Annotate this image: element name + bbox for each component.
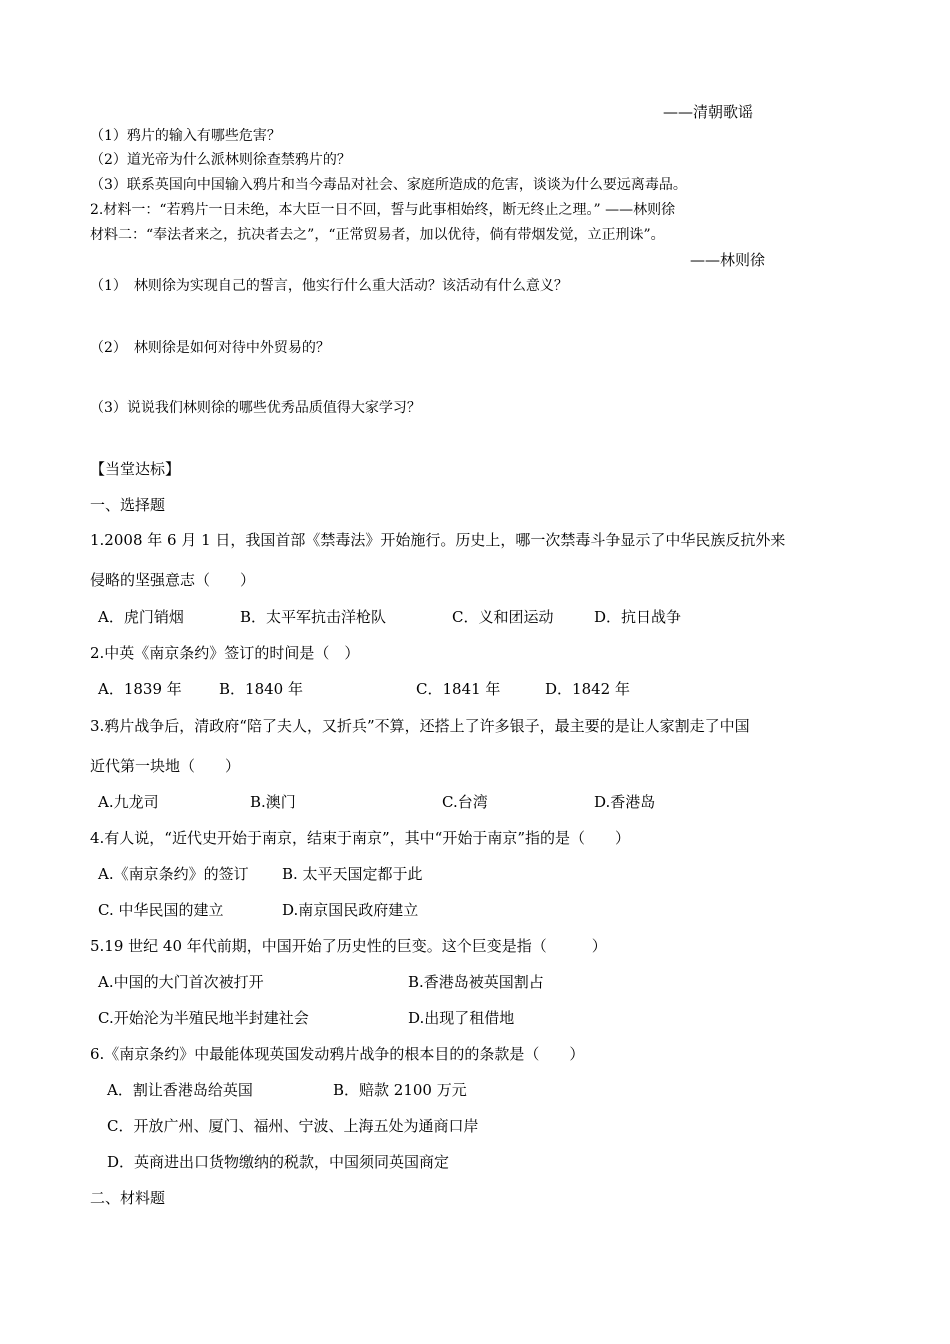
- material1-question-1: （1）鸦片的输入有哪些危害？: [90, 128, 281, 144]
- q6-option-d: D．英商进出口货物缴纳的税款，中国须同英国商定: [107, 1153, 450, 1171]
- q5-option-c: C.开始沦为半殖民地半封建社会: [98, 1009, 309, 1027]
- part2-title: 二、材料题: [90, 1189, 166, 1207]
- q2-option-a: A．1839 年: [98, 680, 182, 698]
- material1-source: ——清朝歌谣: [663, 103, 754, 121]
- q1-option-a: A．虎门销烟: [98, 608, 184, 626]
- q4-option-b: B. 太平天国定都于此: [282, 865, 423, 883]
- q2-option-c: C．1841 年: [416, 680, 501, 698]
- material1-question-3: （3）联系英国向中国输入鸦片和当今毒品对社会、家庭所造成的危害，谈谈为什么要远离毒品。: [90, 177, 687, 193]
- q2-option-b: B．1840 年: [219, 680, 303, 698]
- q3-option-d: D.香港岛: [594, 793, 656, 811]
- q6-option-b: B．赔款 2100 万元: [333, 1081, 467, 1099]
- q1-option-c: C．义和团运动: [452, 608, 554, 626]
- q5-option-a: A.中国的大门首次被打开: [98, 973, 264, 991]
- q3-stem-line-2: 近代第一块地（ ）: [90, 757, 241, 775]
- q1-stem-line-2: 侵略的坚强意志（ ）: [90, 571, 256, 589]
- q1-option-b: B．太平军抗击洋枪队: [240, 608, 387, 626]
- part1-title: 一、选择题: [90, 496, 166, 514]
- material2-question-2: （2） 林则徐是如何对待中外贸易的？: [90, 340, 330, 356]
- q3-stem-line-1: 3.鸦片战争后，清政府“陪了夫人，又折兵”不算，还搭上了许多银子，最主要的是让人家割走了中国: [90, 717, 750, 735]
- q4-option-d: D.南京国民政府建立: [282, 901, 419, 919]
- material1-question-2: （2）道光帝为什么派林则徐查禁鸦片的？: [90, 152, 351, 168]
- q5-option-d: D.出现了租借地: [408, 1009, 515, 1027]
- q5-stem: 5.19 世纪 40 年代前期，中国开始了历史性的巨变。这个巨变是指（ ）: [90, 937, 607, 955]
- material2-line-1: 2.材料一：“若鸦片一日未绝，本大臣一日不回，誓与此事相始终，断无终止之理。” ——林则徐: [90, 202, 676, 218]
- q2-stem: 2.中英《南京条约》签订的时间是（ ）: [90, 644, 360, 662]
- material2-line-2: 材料二：“奉法者来之，抗决者去之”，“正常贸易者，加以优待，倘有带烟发觉，立正刑诛”。: [90, 227, 665, 243]
- q3-option-c: C.台湾: [442, 793, 488, 811]
- section-title: 【当堂达标】: [90, 460, 181, 478]
- q4-option-c: C. 中华民国的建立: [98, 901, 224, 919]
- material2-source: ——林则徐: [690, 251, 766, 269]
- q6-option-c: C．开放广州、厦门、福州、宁波、上海五处为通商口岸: [107, 1117, 479, 1135]
- material2-question-1: （1） 林则徐为实现自己的誓言，他实行什么重大活动？该活动有什么意义？: [90, 278, 568, 294]
- q6-option-a: A．割让香港岛给英国: [107, 1081, 253, 1099]
- q5-option-b: B.香港岛被英国割占: [408, 973, 544, 991]
- q4-stem: 4.有人说，“近代史开始于南京，结束于南京”，其中“开始于南京”指的是（ ）: [90, 829, 630, 847]
- q3-option-a: A.九龙司: [98, 793, 159, 811]
- q6-stem: 6.《南京条约》中最能体现英国发动鸦片战争的根本目的的条款是（ ）: [90, 1045, 585, 1063]
- q4-option-a: A.《南京条约》的签订: [98, 865, 249, 883]
- q1-stem-line-1: 1.2008 年 6 月 1 日，我国首部《禁毒法》开始施行。历史上，哪一次禁毒斗争显示了中华民族反抗外来: [90, 531, 786, 549]
- q3-option-b: B.澳门: [250, 793, 296, 811]
- q1-option-d: D．抗日战争: [594, 608, 682, 626]
- material2-question-3: （3）说说我们林则徐的哪些优秀品质值得大家学习？: [90, 400, 421, 416]
- q2-option-d: D．1842 年: [545, 680, 630, 698]
